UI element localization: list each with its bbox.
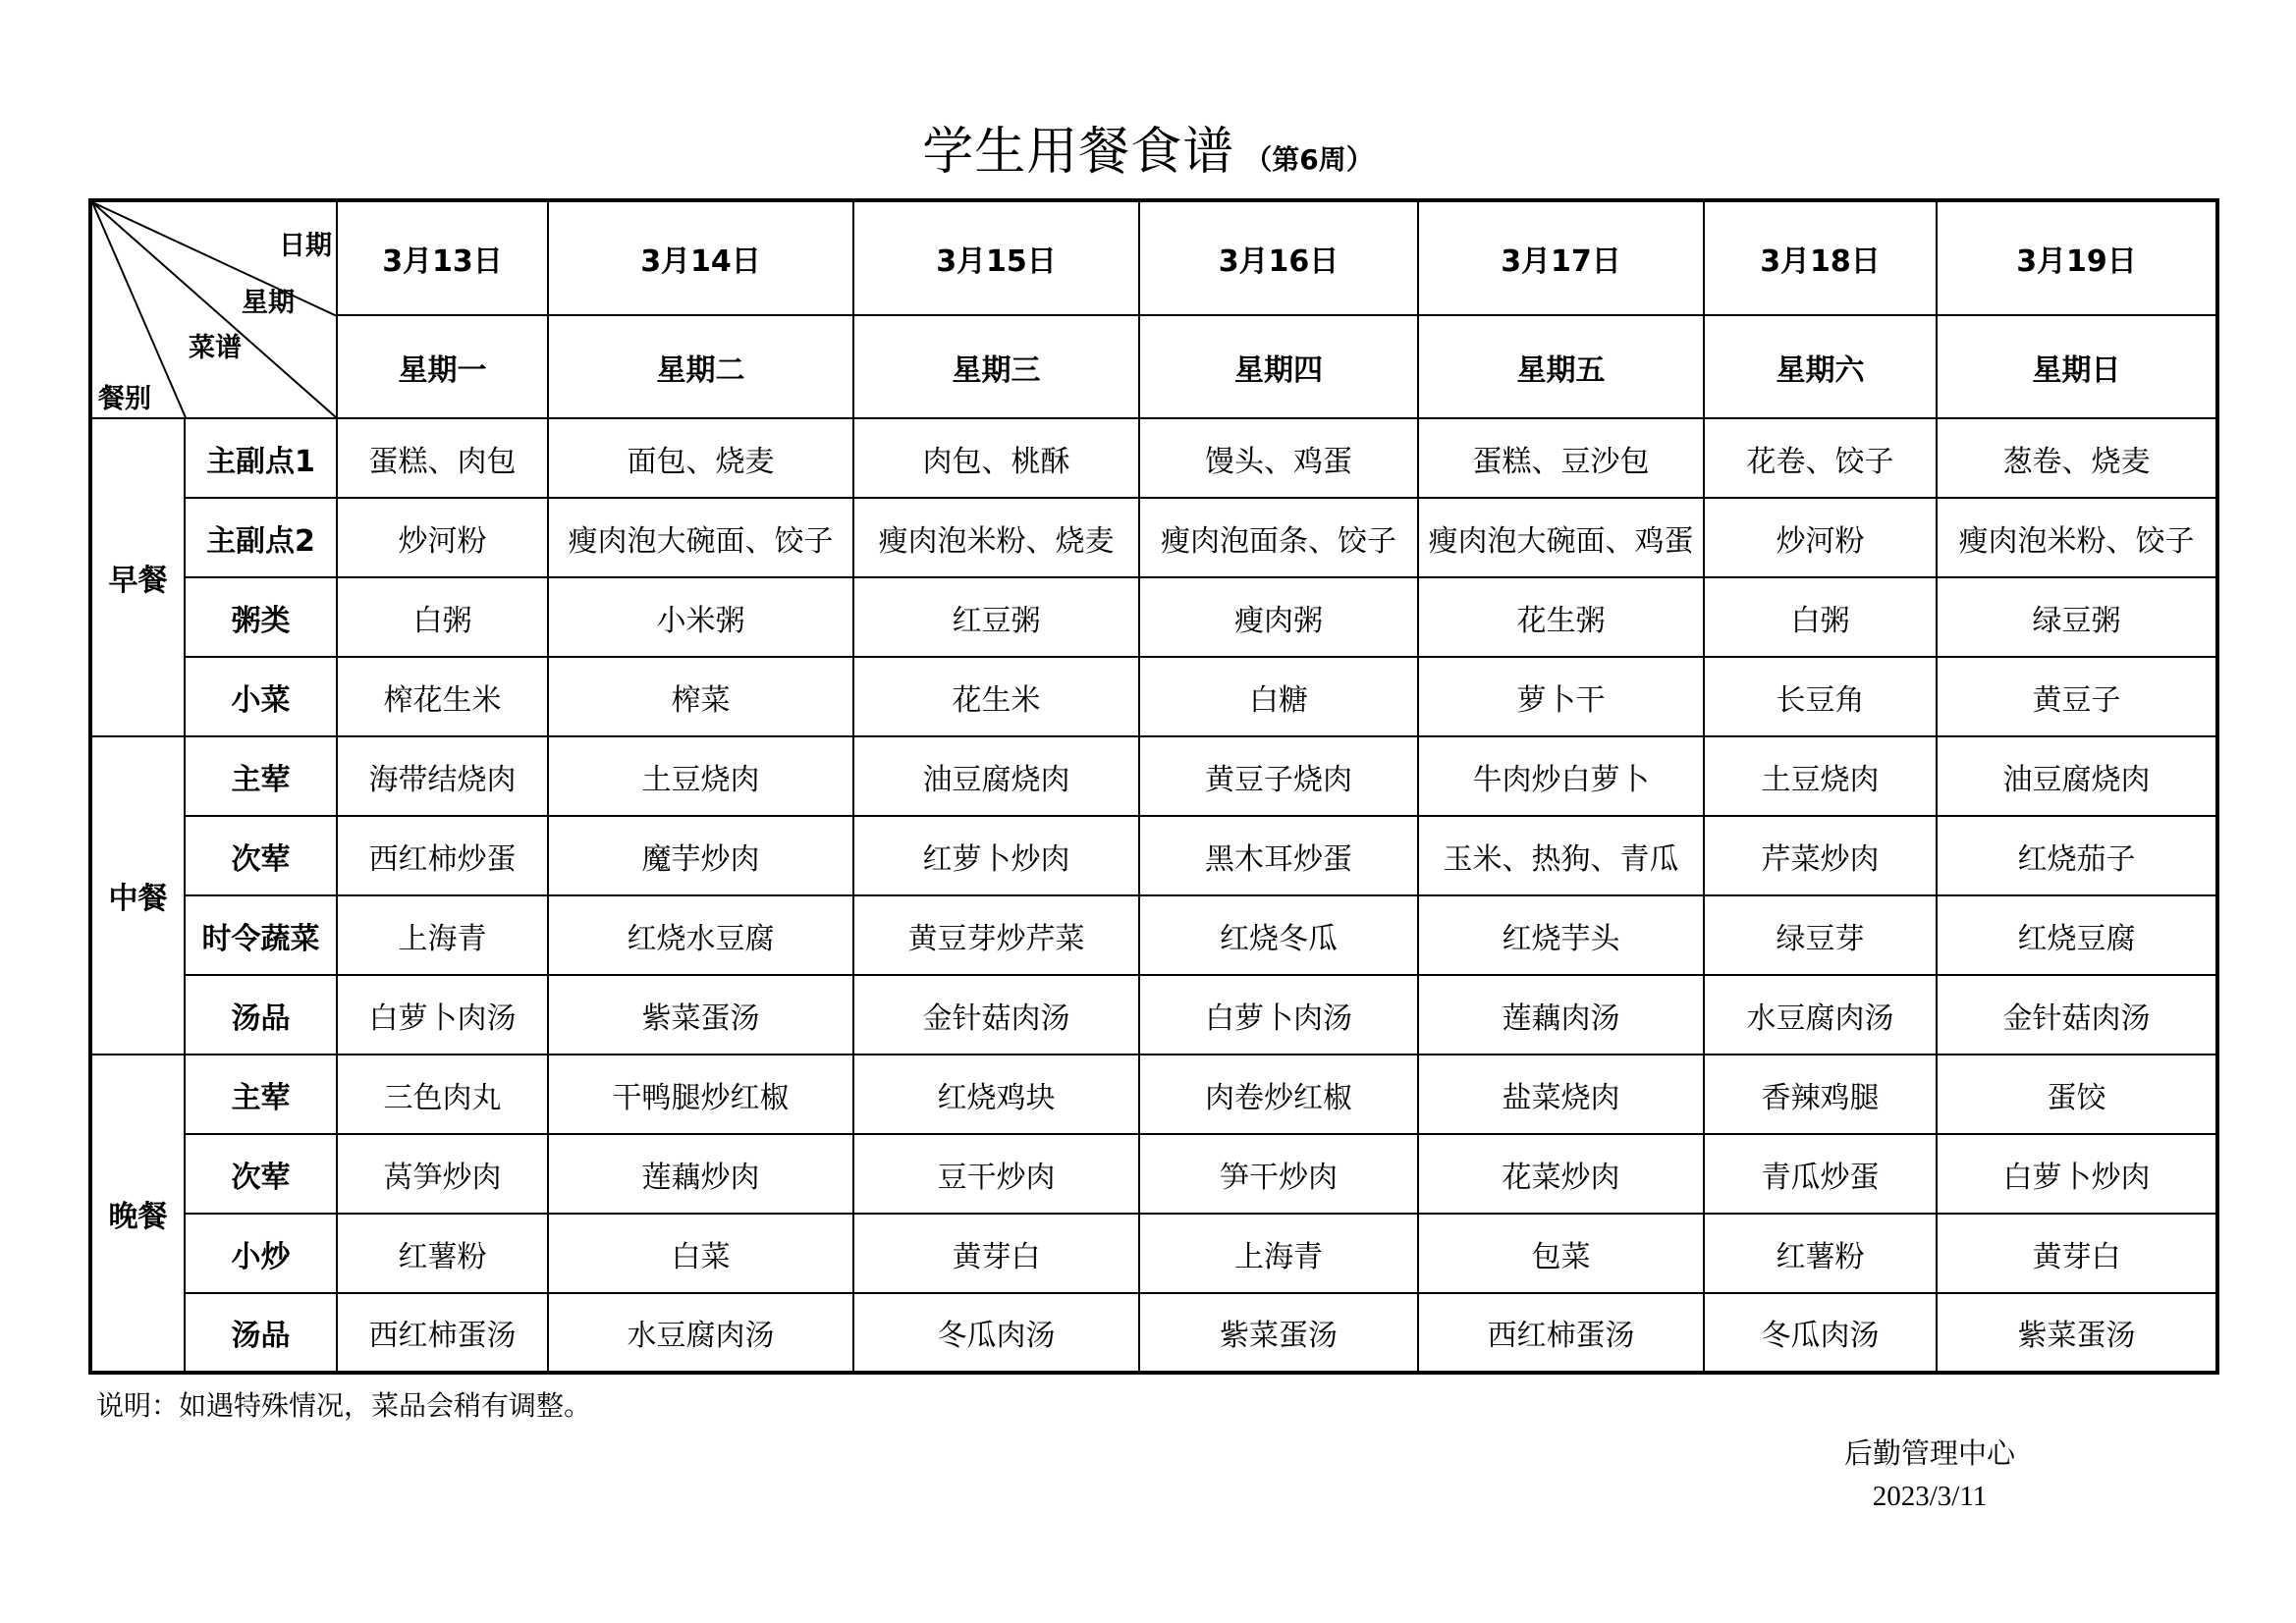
page-title bbox=[0, 110, 2296, 184]
dish-category: 主副点1 bbox=[185, 418, 337, 498]
dish-cell: 榨菜 bbox=[548, 657, 853, 736]
dish-category: 次荤 bbox=[185, 1134, 337, 1214]
menu-row bbox=[90, 657, 2217, 736]
dish-cell: 红烧豆腐 bbox=[1937, 895, 2217, 975]
dish-cell: 莲藕肉汤 bbox=[1418, 975, 1704, 1055]
dish-cell: 瘦肉粥 bbox=[1139, 577, 1418, 657]
dish-cell: 白萝卜炒肉 bbox=[1937, 1134, 2217, 1214]
dish-cell: 黑木耳炒蛋 bbox=[1139, 816, 1418, 895]
date-header: 3月18日 bbox=[1704, 200, 1937, 315]
dish-cell: 瘦肉泡米粉、饺子 bbox=[1937, 498, 2217, 577]
dish-cell: 肉卷炒红椒 bbox=[1139, 1055, 1418, 1134]
date-header: 3月13日 bbox=[337, 200, 548, 315]
dish-category: 次荤 bbox=[185, 816, 337, 895]
menu-body bbox=[90, 200, 2217, 1373]
dish-cell: 面包、烧麦 bbox=[548, 418, 853, 498]
dish-cell: 金针菇肉汤 bbox=[853, 975, 1139, 1055]
menu-row bbox=[90, 1214, 2217, 1293]
dish-cell: 金针菇肉汤 bbox=[1937, 975, 2217, 1055]
dish-category: 小炒 bbox=[185, 1214, 337, 1293]
dish-cell: 白糖 bbox=[1139, 657, 1418, 736]
dish-category: 汤品 bbox=[185, 1293, 337, 1373]
menu-table bbox=[88, 198, 2219, 1375]
dish-cell: 青瓜炒蛋 bbox=[1704, 1134, 1937, 1214]
date-header: 3月19日 bbox=[1937, 200, 2217, 315]
dish-cell: 花生粥 bbox=[1418, 577, 1704, 657]
dish-cell: 蛋糕、肉包 bbox=[337, 418, 548, 498]
weekday-header: 星期三 bbox=[853, 315, 1139, 418]
title-week: （第6周） bbox=[1244, 143, 1374, 176]
dish-cell: 水豆腐肉汤 bbox=[1704, 975, 1937, 1055]
dish-cell: 红豆粥 bbox=[853, 577, 1139, 657]
weekday-header: 星期一 bbox=[337, 315, 548, 418]
dish-category: 时令蔬菜 bbox=[185, 895, 337, 975]
signature-dept: 后勤管理中心 bbox=[1843, 1436, 2015, 1470]
corner-label-date: 日期 bbox=[279, 231, 332, 261]
dish-cell: 海带结烧肉 bbox=[337, 736, 548, 816]
dish-cell: 牛肉炒白萝卜 bbox=[1418, 736, 1704, 816]
date-header: 3月16日 bbox=[1139, 200, 1418, 315]
dish-category: 汤品 bbox=[185, 975, 337, 1055]
date-row bbox=[90, 200, 2217, 315]
dish-cell: 水豆腐肉汤 bbox=[548, 1293, 853, 1373]
meal-label: 晚餐 bbox=[90, 1055, 185, 1373]
weekday-header: 星期五 bbox=[1418, 315, 1704, 418]
dish-cell: 黄豆子 bbox=[1937, 657, 2217, 736]
dish-cell: 长豆角 bbox=[1704, 657, 1937, 736]
dish-cell: 黄豆芽炒芹菜 bbox=[853, 895, 1139, 975]
weekday-header: 星期二 bbox=[548, 315, 853, 418]
weekday-header: 星期四 bbox=[1139, 315, 1418, 418]
title-main: 学生用餐食谱 bbox=[922, 123, 1235, 182]
menu-row bbox=[90, 736, 2217, 816]
corner-cell bbox=[90, 200, 337, 418]
dish-cell: 上海青 bbox=[337, 895, 548, 975]
dish-cell: 萝卜干 bbox=[1418, 657, 1704, 736]
dish-cell: 瘦肉泡米粉、烧麦 bbox=[853, 498, 1139, 577]
dish-cell: 上海青 bbox=[1139, 1214, 1418, 1293]
dish-category: 主副点2 bbox=[185, 498, 337, 577]
dish-cell: 香辣鸡腿 bbox=[1704, 1055, 1937, 1134]
dish-cell: 冬瓜肉汤 bbox=[853, 1293, 1139, 1373]
dish-cell: 冬瓜肉汤 bbox=[1704, 1293, 1937, 1373]
dish-cell: 紫菜蛋汤 bbox=[1139, 1293, 1418, 1373]
menu-row bbox=[90, 1055, 2217, 1134]
dish-cell: 玉米、热狗、青瓜 bbox=[1418, 816, 1704, 895]
date-header: 3月17日 bbox=[1418, 200, 1704, 315]
dish-cell: 西红柿炒蛋 bbox=[337, 816, 548, 895]
menu-row bbox=[90, 895, 2217, 975]
dish-cell: 蛋饺 bbox=[1937, 1055, 2217, 1134]
dish-cell: 黄豆子烧肉 bbox=[1139, 736, 1418, 816]
dish-cell: 炒河粉 bbox=[1704, 498, 1937, 577]
date-header: 3月14日 bbox=[548, 200, 853, 315]
menu-row bbox=[90, 1134, 2217, 1214]
menu-row bbox=[90, 816, 2217, 895]
dish-cell: 花卷、饺子 bbox=[1704, 418, 1937, 498]
dish-cell: 土豆烧肉 bbox=[548, 736, 853, 816]
dish-cell: 白粥 bbox=[337, 577, 548, 657]
note-text: 说明：如遇特殊情况，菜品会稍有调整。 bbox=[96, 1389, 592, 1422]
dish-category: 主荤 bbox=[185, 1055, 337, 1134]
dish-cell: 干鸭腿炒红椒 bbox=[548, 1055, 853, 1134]
weekday-header: 星期六 bbox=[1704, 315, 1937, 418]
dish-cell: 花菜炒肉 bbox=[1418, 1134, 1704, 1214]
dish-cell: 笋干炒肉 bbox=[1139, 1134, 1418, 1214]
dish-cell: 馒头、鸡蛋 bbox=[1139, 418, 1418, 498]
dish-cell: 白萝卜肉汤 bbox=[337, 975, 548, 1055]
dish-cell: 瘦肉泡面条、饺子 bbox=[1139, 498, 1418, 577]
dish-cell: 炒河粉 bbox=[337, 498, 548, 577]
date-header: 3月15日 bbox=[853, 200, 1139, 315]
dish-cell: 绿豆粥 bbox=[1937, 577, 2217, 657]
dish-category: 粥类 bbox=[185, 577, 337, 657]
dish-cell: 魔芋炒肉 bbox=[548, 816, 853, 895]
meal-label: 中餐 bbox=[90, 736, 185, 1055]
dish-cell: 红薯粉 bbox=[337, 1214, 548, 1293]
dish-cell: 肉包、桃酥 bbox=[853, 418, 1139, 498]
dish-cell: 红烧茄子 bbox=[1937, 816, 2217, 895]
menu-row bbox=[90, 498, 2217, 577]
menu-row bbox=[90, 577, 2217, 657]
dish-cell: 绿豆芽 bbox=[1704, 895, 1937, 975]
dish-category: 主荤 bbox=[185, 736, 337, 816]
dish-cell: 红烧冬瓜 bbox=[1139, 895, 1418, 975]
weekday-header: 星期日 bbox=[1937, 315, 2217, 418]
signature-block bbox=[1827, 1432, 2033, 1518]
dish-cell: 红萝卜炒肉 bbox=[853, 816, 1139, 895]
dish-cell: 土豆烧肉 bbox=[1704, 736, 1937, 816]
dish-cell: 紫菜蛋汤 bbox=[548, 975, 853, 1055]
menu-row bbox=[90, 418, 2217, 498]
dish-cell: 红薯粉 bbox=[1704, 1214, 1937, 1293]
dish-cell: 油豆腐烧肉 bbox=[853, 736, 1139, 816]
dish-cell: 白萝卜肉汤 bbox=[1139, 975, 1418, 1055]
dish-cell: 白粥 bbox=[1704, 577, 1937, 657]
dish-cell: 西红柿蛋汤 bbox=[337, 1293, 548, 1373]
signature-date: 2023/3/11 bbox=[1872, 1481, 1988, 1512]
meal-label: 早餐 bbox=[90, 418, 185, 736]
dish-cell: 瘦肉泡大碗面、饺子 bbox=[548, 498, 853, 577]
corner-label-meal: 餐别 bbox=[98, 384, 151, 414]
dish-cell: 瘦肉泡大碗面、鸡蛋 bbox=[1418, 498, 1704, 577]
dish-cell: 葱卷、烧麦 bbox=[1937, 418, 2217, 498]
dish-cell: 白菜 bbox=[548, 1214, 853, 1293]
dish-cell: 盐菜烧肉 bbox=[1418, 1055, 1704, 1134]
corner-label-weekday: 星期 bbox=[242, 288, 295, 318]
dish-cell: 豆干炒肉 bbox=[853, 1134, 1139, 1214]
menu-row bbox=[90, 975, 2217, 1055]
dish-cell: 红烧芋头 bbox=[1418, 895, 1704, 975]
weekday-row bbox=[90, 315, 2217, 418]
dish-cell: 花生米 bbox=[853, 657, 1139, 736]
dish-cell: 榨花生米 bbox=[337, 657, 548, 736]
dish-cell: 紫菜蛋汤 bbox=[1937, 1293, 2217, 1373]
dish-cell: 黄芽白 bbox=[1937, 1214, 2217, 1293]
corner-label-menu: 菜谱 bbox=[189, 333, 242, 363]
dish-cell: 小米粥 bbox=[548, 577, 853, 657]
dish-cell: 西红柿蛋汤 bbox=[1418, 1293, 1704, 1373]
dish-cell: 芹菜炒肉 bbox=[1704, 816, 1937, 895]
dish-cell: 莴笋炒肉 bbox=[337, 1134, 548, 1214]
dish-category: 小菜 bbox=[185, 657, 337, 736]
dish-cell: 黄芽白 bbox=[853, 1214, 1139, 1293]
dish-cell: 红烧水豆腐 bbox=[548, 895, 853, 975]
dish-cell: 油豆腐烧肉 bbox=[1937, 736, 2217, 816]
dish-cell: 莲藕炒肉 bbox=[548, 1134, 853, 1214]
dish-cell: 蛋糕、豆沙包 bbox=[1418, 418, 1704, 498]
dish-cell: 红烧鸡块 bbox=[853, 1055, 1139, 1134]
dish-cell: 包菜 bbox=[1418, 1214, 1704, 1293]
menu-row bbox=[90, 1293, 2217, 1373]
dish-cell: 三色肉丸 bbox=[337, 1055, 548, 1134]
